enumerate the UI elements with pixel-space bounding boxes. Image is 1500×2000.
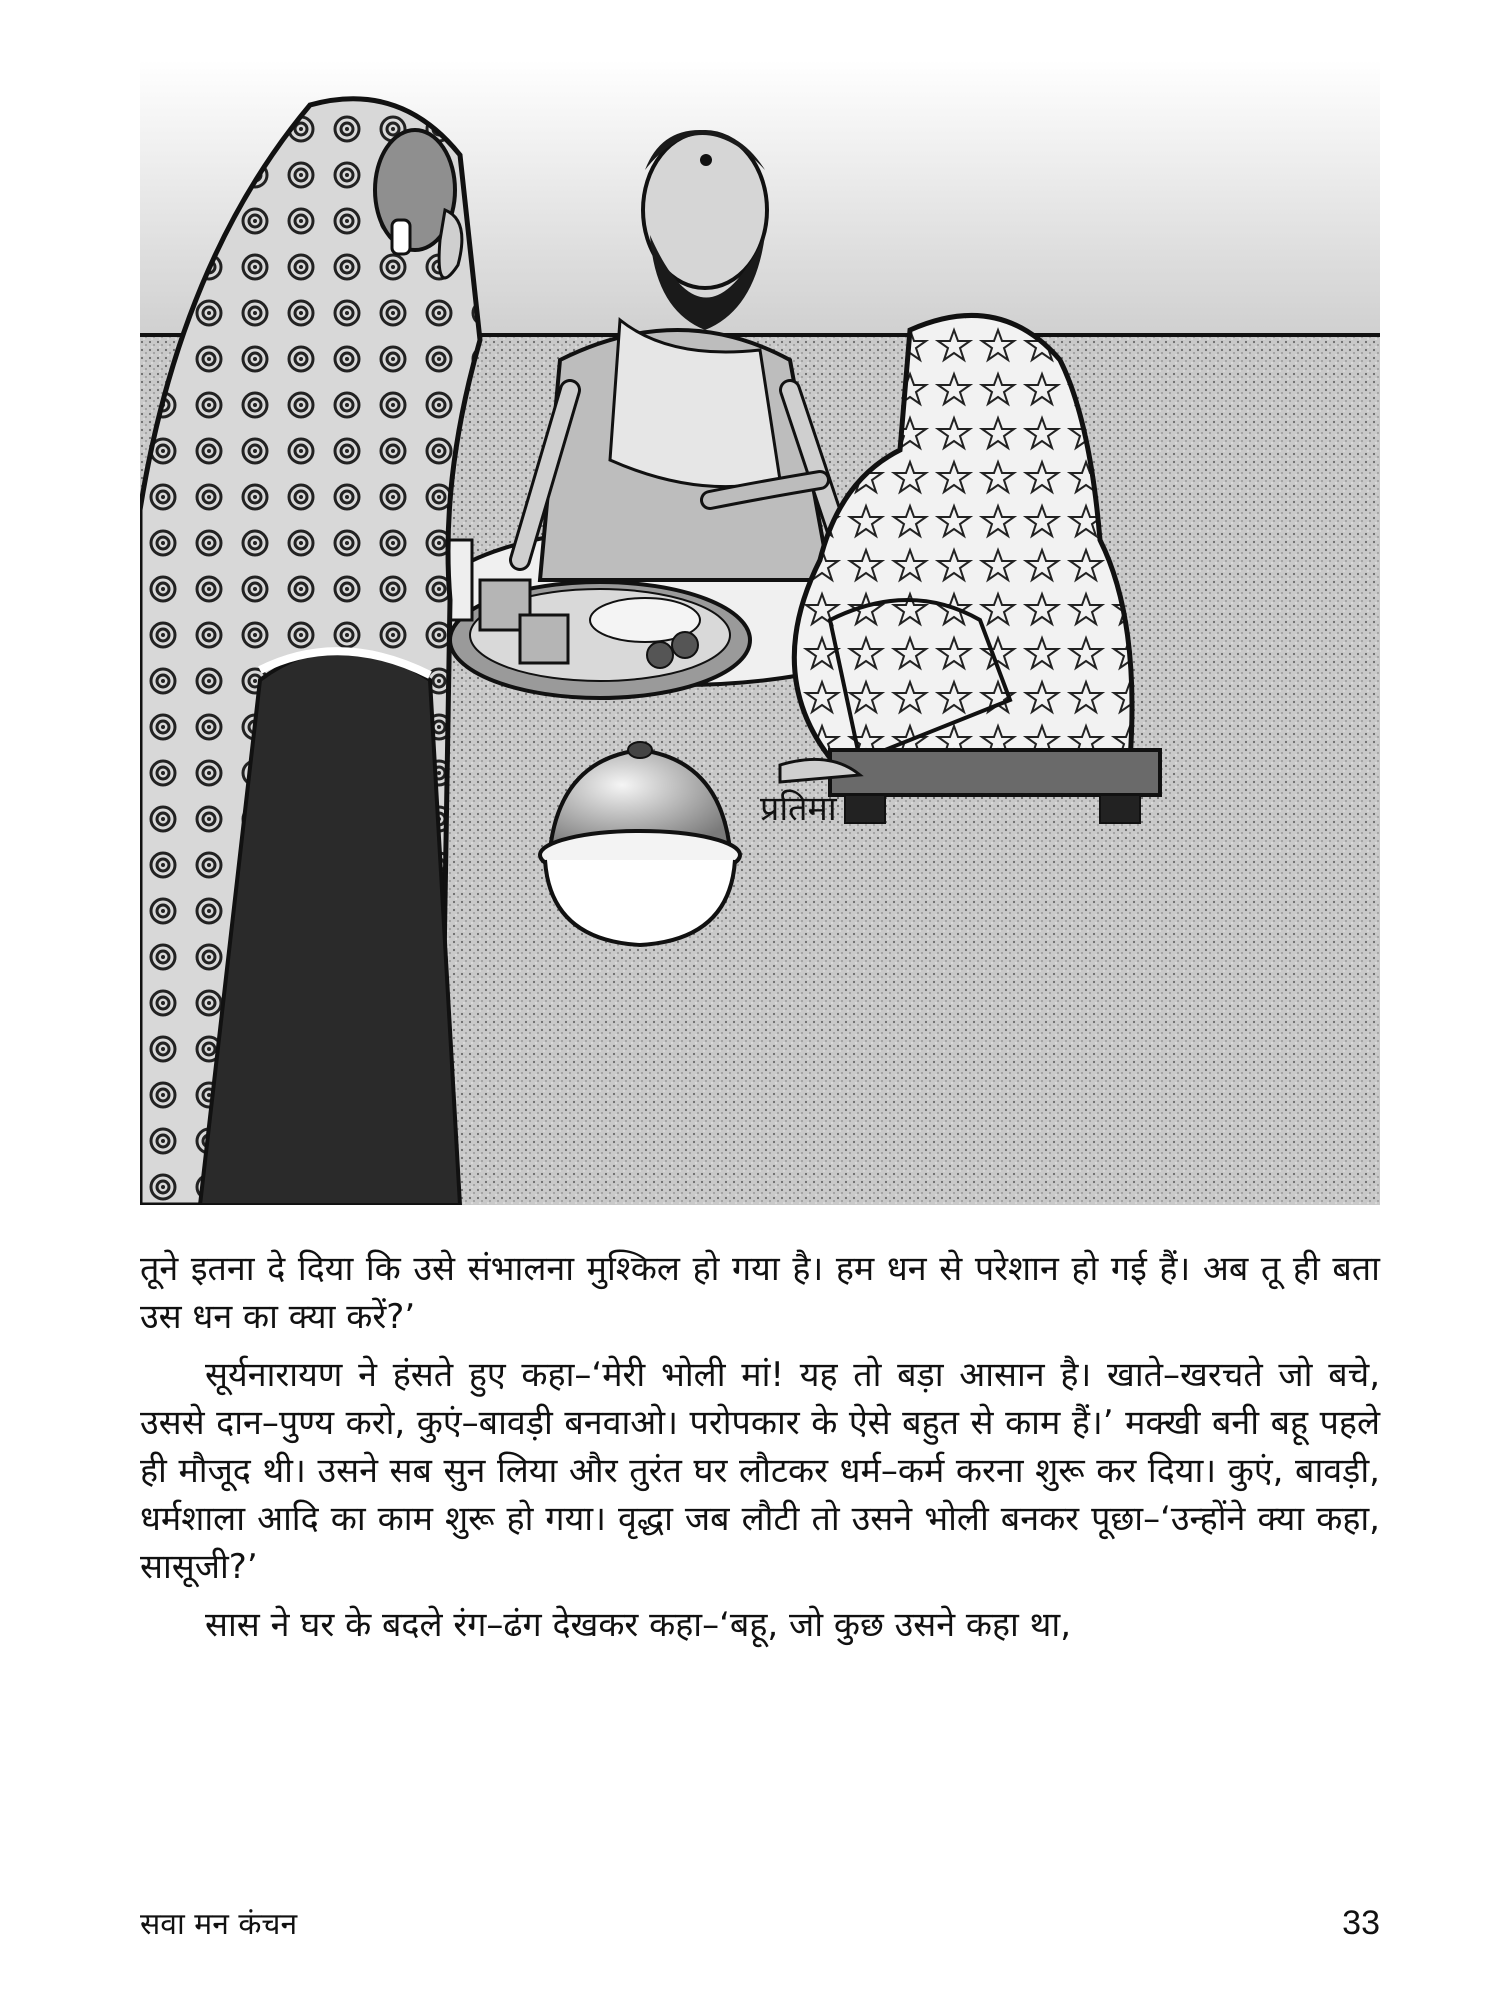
paragraph-3: सास ने घर के बदले रंग–ढंग देखकर कहा–‘बहू, जो कुछ उसने कहा था, xyxy=(205,1605,1072,1645)
paragraph-1: तूने इतना दे दिया कि उसे संभालना मुश्किल हो गया है। हम धन से परेशान हो गई हैं। अब तू ही बता उस धन का क्या करें?’ xyxy=(140,1249,1380,1337)
story-illustration xyxy=(140,60,1380,1205)
artist-signature: प्रतिमा xyxy=(760,789,837,829)
paragraph-2: सूर्यनारायण ने हंसते हुए कहा–‘मेरी भोली मां! यह तो बड़ा आसान है। खाते–खरचते जो बचे, उससे दान–पुण्य करो, कुएं–बावड़ी बनवाओ। परोपकार के ऐसे बहुत से काम हैं।’ मक्खी बनी बहू पहले ही मौजूद थी। उसने सब सुन लिया और तुरंत घर लौटकर धर्म–कर्म करना शुरू कर दिया। कुएं, बावड़ी, धर्मशाला आदि का काम शुरू हो गया। वृद्धा जब लौटी तो उसने भोली बनकर पूछा–‘उन्होंने क्या कहा, सासूजी?’ xyxy=(140,1355,1380,1587)
page-number: 33 xyxy=(1342,1904,1380,1942)
illustration-drawing xyxy=(140,60,1380,1205)
story-text xyxy=(140,1245,1380,1659)
running-footer-title: सवा मन कंचन xyxy=(140,1907,298,1942)
